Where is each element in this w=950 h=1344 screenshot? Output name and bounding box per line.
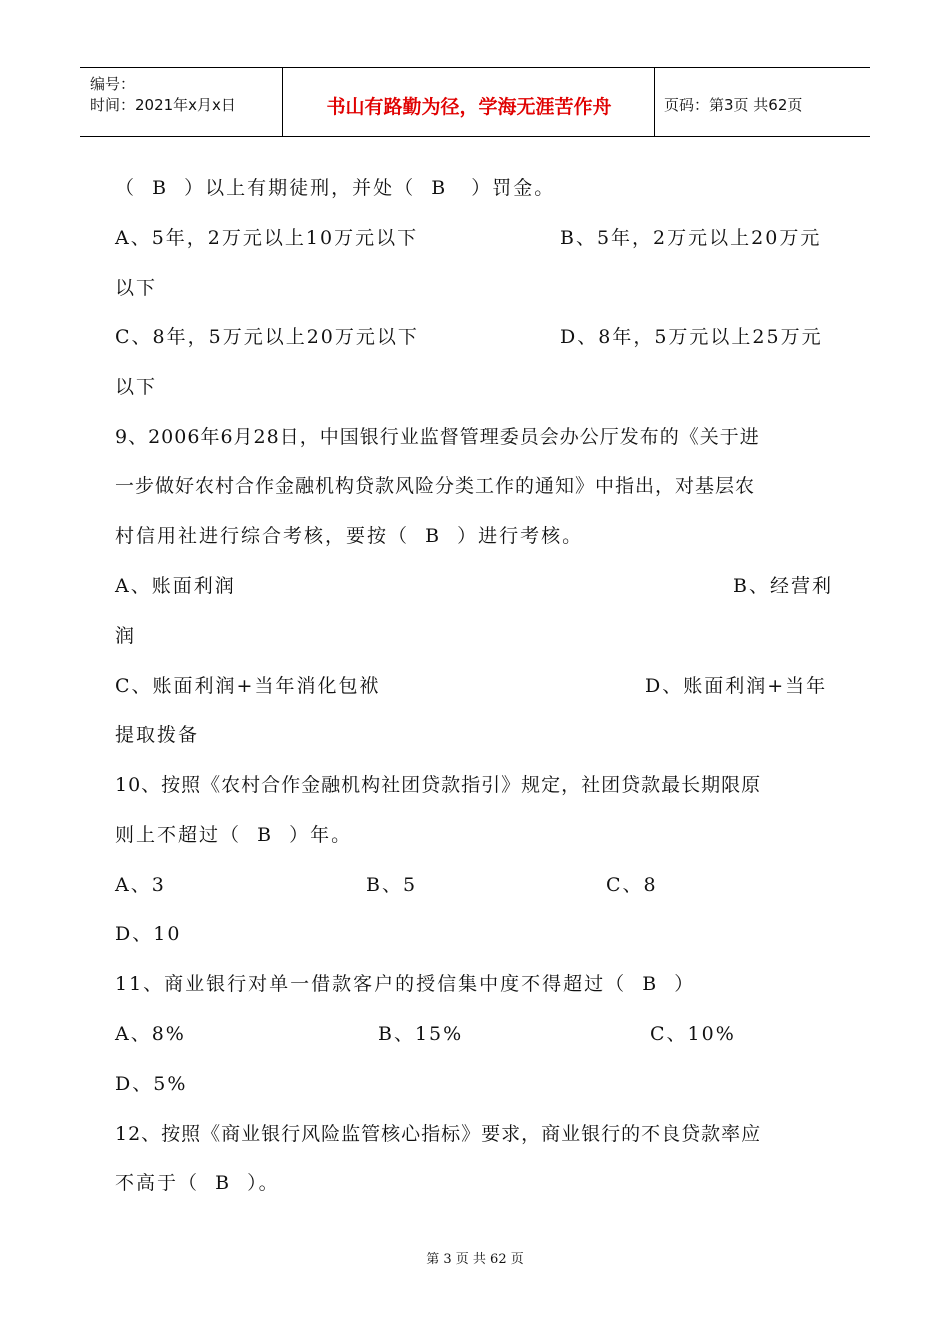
q11-option-b: B、15% — [378, 1023, 464, 1045]
q9-line1: 9、2006年6月28日，中国银行业监督管理委员会办公厅发布的《关于进 — [115, 426, 760, 448]
number-label: 编号： — [90, 75, 136, 93]
q11-line1: 11、商业银行对单一借款客户的授信集中度不得超过（ B ） — [115, 973, 696, 995]
q9-line3: 村信用社进行综合考核，要按（ B ）进行考核。 — [115, 525, 584, 547]
q9-option-c: C、账面利润+当年消化包袱 — [115, 675, 381, 697]
q8-option-a: A、5年，2万元以上10万元以下 — [115, 227, 419, 249]
q9-option-d: D、账面利润+当年 — [645, 675, 828, 697]
q11-option-a: A、8% — [115, 1023, 186, 1045]
header-divider — [654, 68, 655, 136]
q8-option-b-cont: 以下 — [115, 277, 158, 299]
q10-option-a: A、3 — [115, 874, 166, 896]
page-label: 页码：第3页 共62页 — [664, 96, 803, 114]
q8-tail: （ B ）以上有期徒刑，并处（ B ）罚金。 — [115, 177, 556, 199]
q12-line1: 12、按照《商业银行风险监管核心指标》要求，商业银行的不良贷款率应 — [115, 1123, 762, 1145]
q9-option-b: B、经营利 — [733, 575, 833, 597]
q8-option-d: D、8年，5万元以上25万元 — [560, 326, 823, 348]
q12-line2: 不高于（ B ）。 — [115, 1172, 280, 1194]
q10-line1: 10、按照《农村合作金融机构社团贷款指引》规定，社团贷款最长期限原 — [115, 774, 762, 796]
motto: 书山有路勤为径，学海无涯苦作舟 — [326, 96, 612, 118]
q10-line2: 则上不超过（ B ）年。 — [115, 824, 353, 846]
q10-option-d: D、10 — [115, 923, 182, 945]
q9-line2: 一步做好农村合作金融机构贷款风险分类工作的通知》中指出，对基层农 — [115, 475, 756, 497]
q8-option-c: C、8年，5万元以上20万元以下 — [115, 326, 419, 348]
q10-option-b: B、5 — [366, 874, 418, 896]
page-header — [80, 67, 870, 137]
q8-option-b: B、5年，2万元以上20万元 — [560, 227, 822, 249]
q9-option-d-cont: 提取拨备 — [115, 724, 200, 746]
page-footer: 第 3 页 共 62 页 — [426, 1252, 524, 1267]
q11-option-c: C、10% — [650, 1023, 736, 1045]
q9-option-b-cont: 润 — [115, 625, 137, 647]
q10-option-c: C、8 — [606, 874, 658, 896]
time-label: 时间：2021年x月x日 — [90, 96, 236, 114]
q8-option-d-cont: 以下 — [115, 376, 158, 398]
header-divider — [282, 68, 283, 136]
q9-option-a: A、账面利润 — [115, 575, 236, 597]
q11-option-d: D、5% — [115, 1073, 188, 1095]
